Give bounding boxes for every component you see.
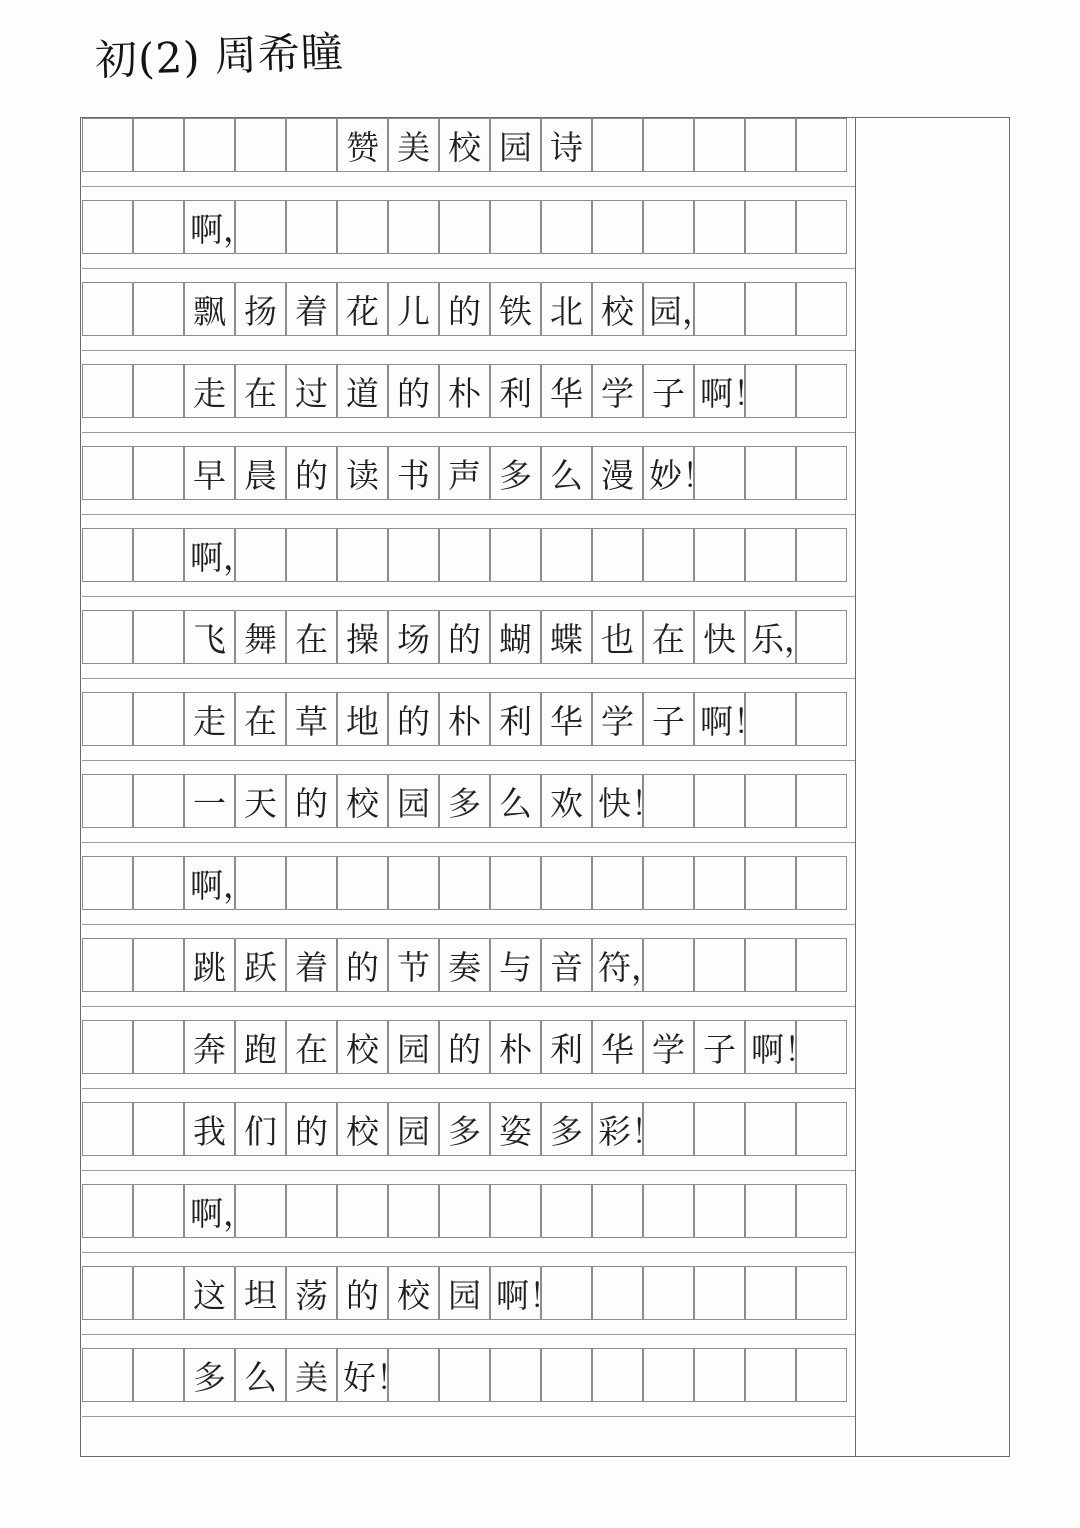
grid-cell xyxy=(694,200,745,254)
poem-line-text: 啊， xyxy=(190,865,256,905)
grid-cell xyxy=(388,200,439,254)
grid-cell xyxy=(745,118,796,172)
grid-cell xyxy=(82,282,133,336)
grid-cell xyxy=(745,774,796,828)
poem-line-text: 啊， xyxy=(190,209,256,249)
grid-cell xyxy=(490,856,541,910)
poem-line-row xyxy=(82,692,855,746)
grid-cell xyxy=(745,1266,796,1320)
grid-cell xyxy=(337,200,388,254)
grid-cell xyxy=(133,1020,184,1074)
grid-cell xyxy=(439,1348,490,1402)
grid-cell xyxy=(337,856,388,910)
grid-cell xyxy=(184,118,235,172)
grid-cell xyxy=(643,1184,694,1238)
poem-line-row xyxy=(82,1266,855,1320)
row-gap-line xyxy=(82,1252,855,1253)
grid-cell xyxy=(592,1184,643,1238)
grid-cell xyxy=(592,1348,643,1402)
grid-cell xyxy=(133,1348,184,1402)
grid-cell xyxy=(388,856,439,910)
grid-cell xyxy=(82,856,133,910)
grid-cell xyxy=(439,200,490,254)
poem-line-text: 跳 跃 着 的 节 奏 与 音 符， xyxy=(193,947,664,987)
grid-cell xyxy=(133,118,184,172)
grid-cell xyxy=(133,1102,184,1156)
grid-cell xyxy=(796,1102,847,1156)
grid-cell xyxy=(694,528,745,582)
grid-cell xyxy=(592,1266,643,1320)
grid-cell xyxy=(694,1266,745,1320)
grid-cell xyxy=(82,118,133,172)
poem-line-text: 啊， xyxy=(190,1193,256,1233)
grid-cell xyxy=(286,1184,337,1238)
grid-cell xyxy=(796,692,847,746)
poem-line-text: 这 坦 荡 的 校 园 啊！ xyxy=(193,1275,562,1315)
poem-line-row xyxy=(82,938,855,992)
poem-line-text: 飞 舞 在 操 场 的 蝴 蝶 也 在 快 乐， xyxy=(193,619,817,659)
grid-cell xyxy=(745,938,796,992)
grid-cell xyxy=(439,856,490,910)
grid-cell xyxy=(643,200,694,254)
row-gap-line xyxy=(82,1170,855,1171)
grid-cell xyxy=(796,856,847,910)
grid-cell xyxy=(592,528,643,582)
poem-line-text: 走 在 过 道 的 朴 利 华 学 子 啊！ xyxy=(193,373,766,413)
grid-cell xyxy=(694,938,745,992)
poem-line-text: 奔 跑 在 校 园 的 朴 利 华 学 子 啊！ xyxy=(193,1029,817,1069)
poem-line-text: 走 在 草 地 的 朴 利 华 学 子 啊！ xyxy=(193,701,766,741)
grid-cell xyxy=(796,1348,847,1402)
grid-cell xyxy=(82,1184,133,1238)
poem-line-row xyxy=(82,774,855,828)
poem-line-text: 我 们 的 校 园 多 姿 多 彩！ xyxy=(193,1111,664,1151)
grid-cell xyxy=(490,200,541,254)
grid-cell xyxy=(796,282,847,336)
grid-cell xyxy=(592,856,643,910)
grid-cell xyxy=(694,118,745,172)
row-gap-line xyxy=(82,186,855,187)
row-gap-line xyxy=(82,842,855,843)
grid-cell xyxy=(133,774,184,828)
row-gap-line xyxy=(82,596,855,597)
row-gap-line xyxy=(82,1006,855,1007)
grid-cell xyxy=(133,364,184,418)
grid-cell xyxy=(133,856,184,910)
grid-cell xyxy=(490,528,541,582)
grid-cell xyxy=(796,364,847,418)
margin-divider xyxy=(855,117,856,1457)
grid-cell xyxy=(235,118,286,172)
grid-cell xyxy=(643,118,694,172)
grid-cell xyxy=(133,1266,184,1320)
grid-cell xyxy=(643,528,694,582)
grid-cell xyxy=(82,1102,133,1156)
grid-cell xyxy=(133,938,184,992)
grid-cell xyxy=(796,774,847,828)
grid-cell xyxy=(745,200,796,254)
grid-cell xyxy=(82,200,133,254)
grid-cell xyxy=(388,528,439,582)
poem-line-text: 飘 扬 着 花 儿 的 铁 北 校 园， xyxy=(193,291,715,331)
poem-title: 赞 美 校 园 诗 xyxy=(346,127,583,167)
grid-cell xyxy=(745,856,796,910)
grid-cell xyxy=(337,1184,388,1238)
poem-line-text: 啊， xyxy=(190,537,256,577)
poem-line-row xyxy=(82,200,855,254)
grid-cell xyxy=(82,1266,133,1320)
grid-cell xyxy=(133,692,184,746)
poem-line-row xyxy=(82,446,855,500)
grid-cell xyxy=(745,528,796,582)
grid-cell xyxy=(796,1266,847,1320)
grid-cell xyxy=(694,1348,745,1402)
grid-cell xyxy=(286,200,337,254)
grid-cell xyxy=(541,856,592,910)
grid-cell xyxy=(694,856,745,910)
row-gap-line xyxy=(82,924,855,925)
grid-cell xyxy=(82,774,133,828)
grid-cell xyxy=(643,1266,694,1320)
grid-cell xyxy=(286,856,337,910)
poem-line-row xyxy=(82,1348,855,1402)
grid-cell xyxy=(796,446,847,500)
grid-cell xyxy=(796,200,847,254)
poem-line-text: 早 晨 的 读 书 声 多 么 漫 妙！ xyxy=(193,455,715,495)
grid-cell xyxy=(643,856,694,910)
grid-cell xyxy=(133,1184,184,1238)
row-gap-line xyxy=(82,1416,855,1417)
grid-cell xyxy=(592,200,643,254)
row-gap-line xyxy=(82,1088,855,1089)
grid-cell xyxy=(439,528,490,582)
grid-cell xyxy=(82,446,133,500)
grid-cell xyxy=(694,1102,745,1156)
grid-cell xyxy=(133,610,184,664)
grid-cell xyxy=(541,1184,592,1238)
poem-line-row xyxy=(82,1102,855,1156)
grid-cell xyxy=(745,446,796,500)
grid-cell xyxy=(286,528,337,582)
grid-cell xyxy=(388,1184,439,1238)
grid-cell xyxy=(337,528,388,582)
row-gap-line xyxy=(82,1334,855,1335)
grid-cell xyxy=(82,364,133,418)
poem-line-row xyxy=(82,1020,855,1074)
author-header: 初(2) 周希瞳 xyxy=(94,27,345,85)
poem-line-row xyxy=(82,610,855,664)
grid-cell xyxy=(745,1102,796,1156)
row-gap-line xyxy=(82,268,855,269)
row-gap-line xyxy=(82,514,855,515)
grid-cell xyxy=(643,1348,694,1402)
grid-cell xyxy=(286,118,337,172)
grid-cell xyxy=(541,1348,592,1402)
poem-title-row xyxy=(82,118,855,172)
grid-cell xyxy=(694,774,745,828)
poem-line-row xyxy=(82,1184,855,1238)
grid-cell xyxy=(439,1184,490,1238)
grid-cell xyxy=(745,282,796,336)
grid-cell xyxy=(82,1348,133,1402)
grid-cell xyxy=(133,446,184,500)
poem-line-row xyxy=(82,282,855,336)
grid-cell xyxy=(541,528,592,582)
poem-line-row xyxy=(82,856,855,910)
grid-cell xyxy=(82,1020,133,1074)
grid-cell xyxy=(796,528,847,582)
grid-cell xyxy=(541,200,592,254)
grid-cell xyxy=(82,610,133,664)
grid-cell xyxy=(745,1348,796,1402)
poem-line-text: 一 天 的 校 园 多 么 欢 快！ xyxy=(193,783,664,823)
grid-cell xyxy=(592,118,643,172)
grid-cell xyxy=(82,528,133,582)
grid-cell xyxy=(133,528,184,582)
grid-cell xyxy=(694,1184,745,1238)
grid-cell xyxy=(490,1348,541,1402)
poem-line-row xyxy=(82,364,855,418)
grid-cell xyxy=(796,118,847,172)
grid-cell xyxy=(745,1184,796,1238)
grid-cell xyxy=(490,1184,541,1238)
row-gap-line xyxy=(82,350,855,351)
grid-cell xyxy=(82,938,133,992)
poem-line-text: 多 么 美 好！ xyxy=(193,1357,409,1397)
grid-cell xyxy=(133,282,184,336)
row-gap-line xyxy=(82,678,855,679)
grid-cell xyxy=(133,200,184,254)
poem-line-row xyxy=(82,528,855,582)
grid-cell xyxy=(796,1184,847,1238)
row-gap-line xyxy=(82,760,855,761)
grid-cell xyxy=(796,938,847,992)
grid-cell xyxy=(82,692,133,746)
row-gap-line xyxy=(82,432,855,433)
